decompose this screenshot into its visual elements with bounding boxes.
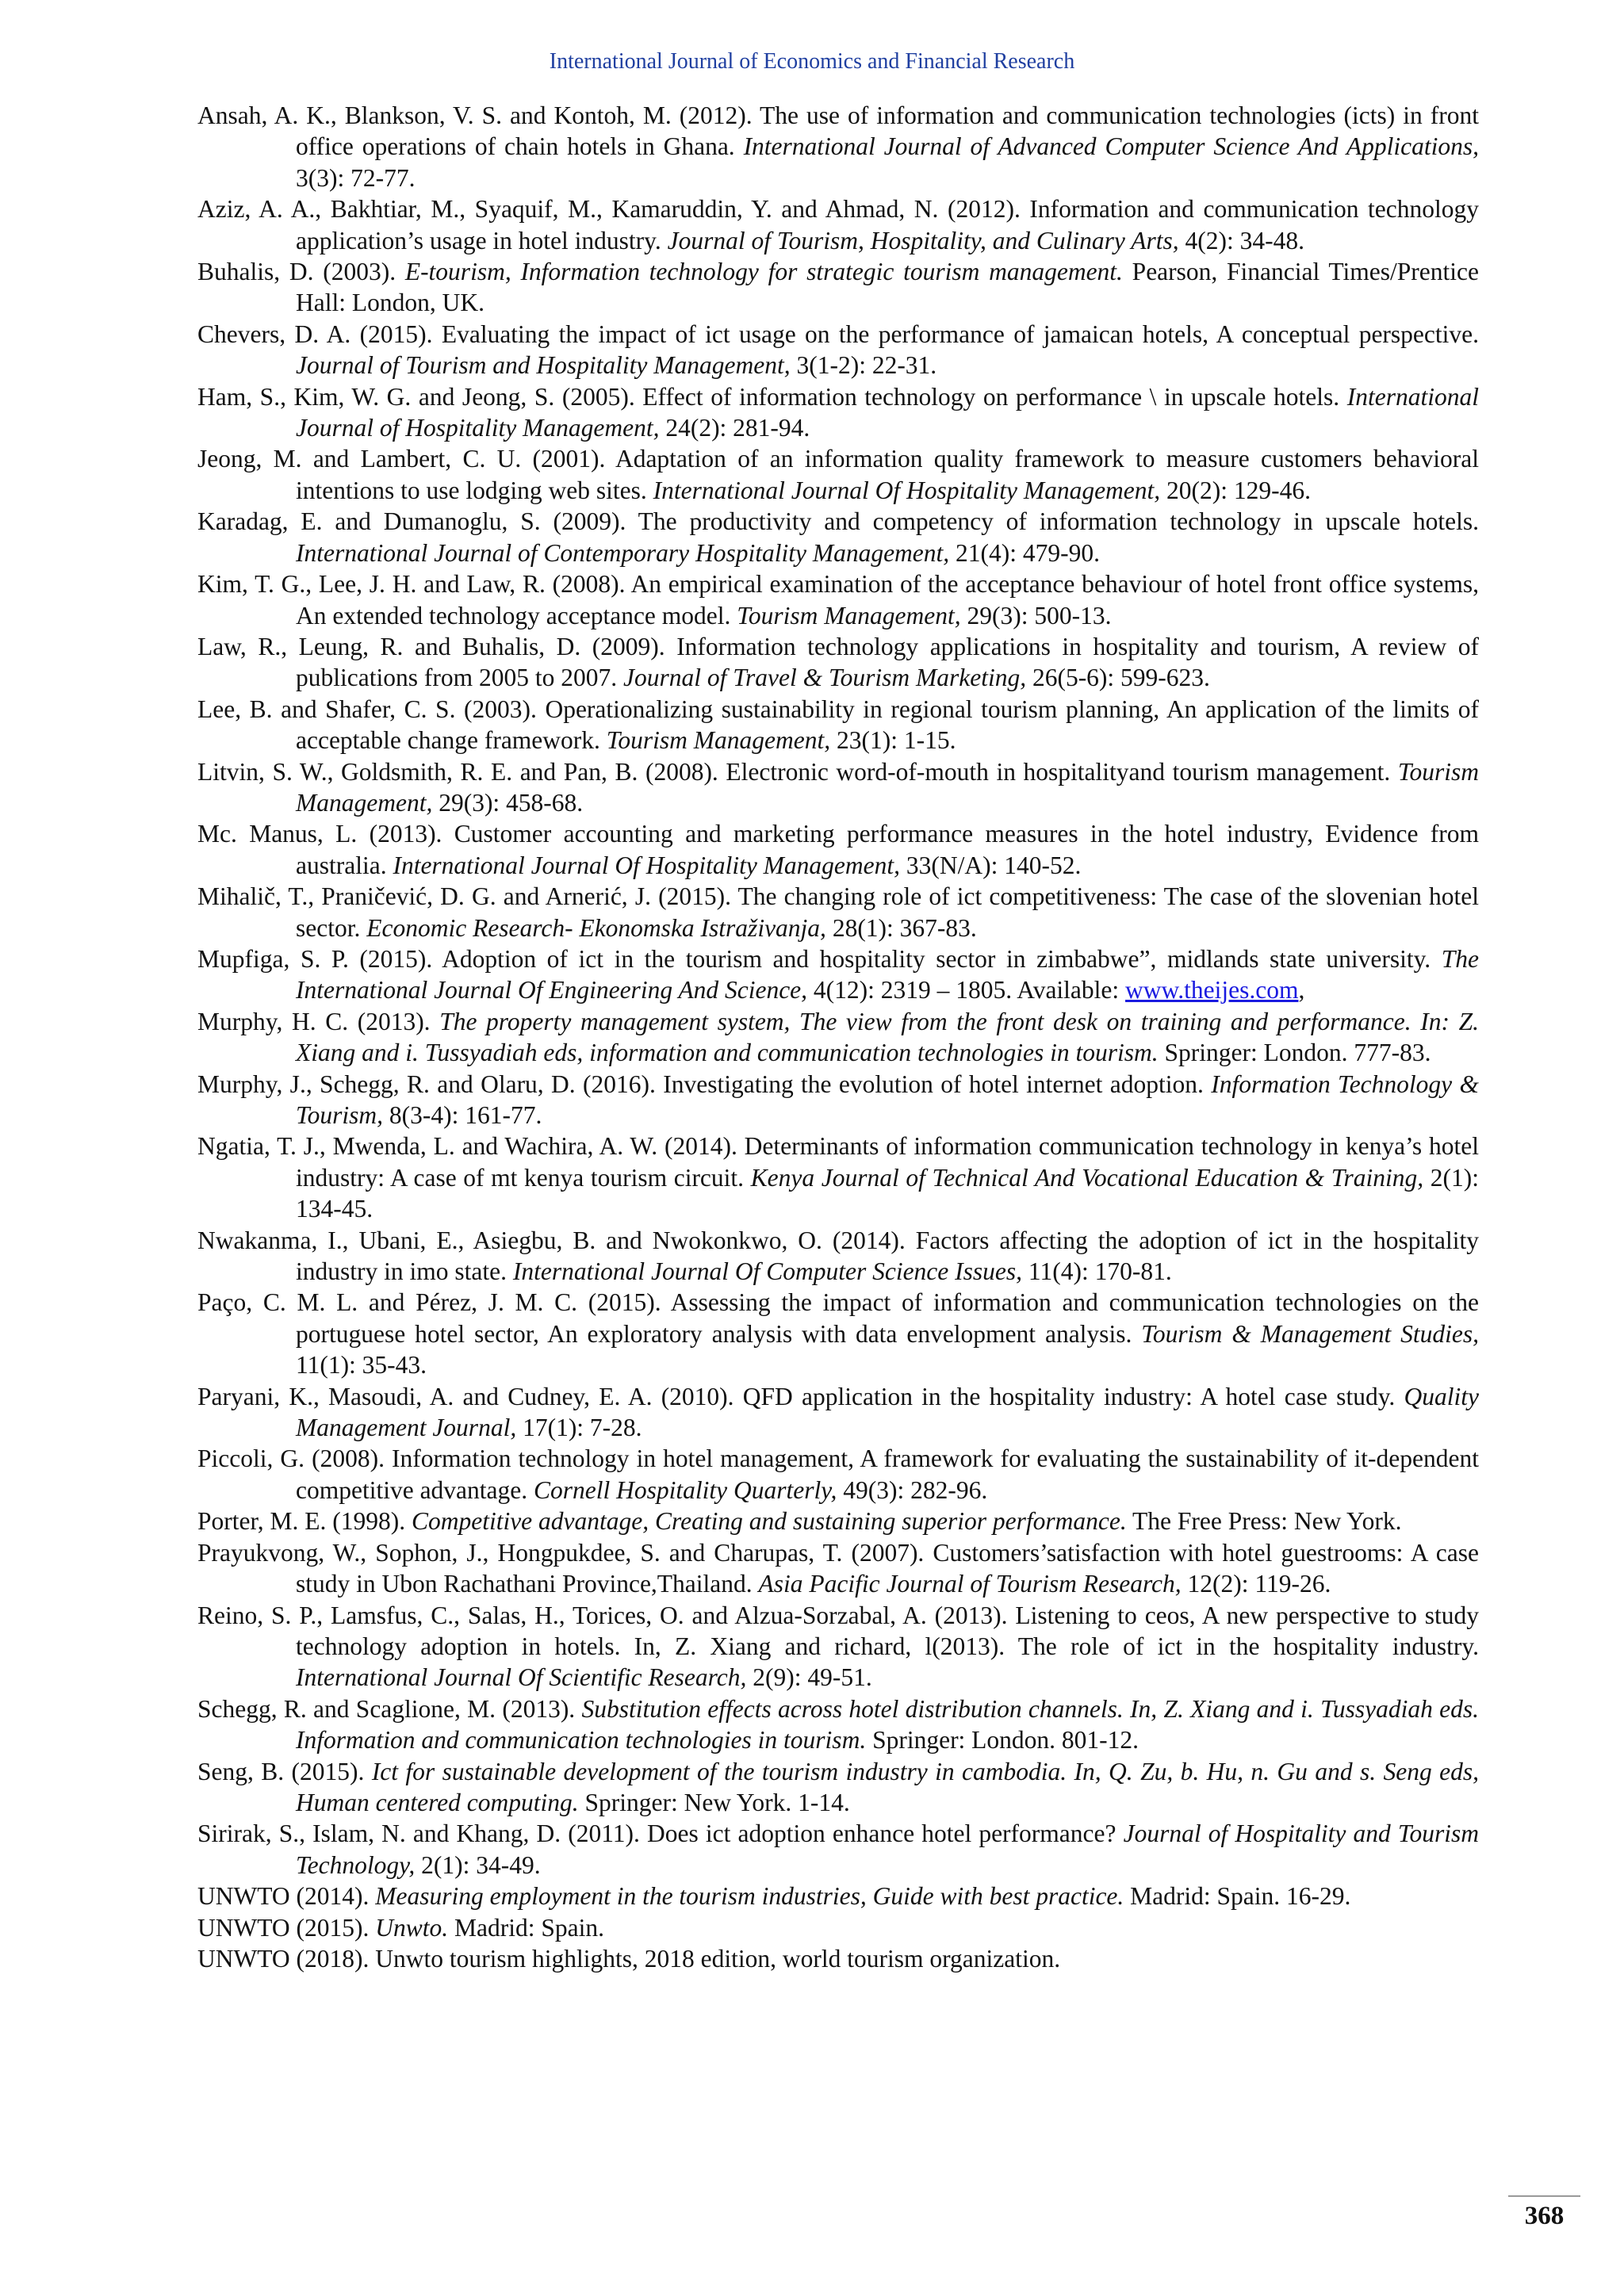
- reference-text: Madrid: Spain. 16-29.: [1124, 1882, 1351, 1911]
- reference-entry: [197, 818, 1479, 881]
- reference-text: Springer: New York. 1-14.: [578, 1788, 850, 1816]
- reference-entry: [197, 694, 1479, 756]
- reference-source-title: Competitive advantage, Creating and sustaining superior performance.: [411, 1507, 1127, 1536]
- reference-text: 2(1): 34-49.: [415, 1850, 541, 1879]
- reference-link[interactable]: www.theijes.com: [1125, 976, 1299, 1004]
- reference-text: Ham, S., Kim, W. G. and Jeong, S. (2005). Effect of information technology on performance \ in upscale hotels.: [197, 382, 1347, 411]
- reference-text: 29(3): 500-13.: [960, 601, 1112, 629]
- reference-source-title: Asia Pacific Journal of Tourism Research,: [758, 1570, 1182, 1598]
- reference-source-title: Quality Management Journal,: [296, 1382, 1479, 1442]
- reference-entry: [197, 1006, 1479, 1069]
- reference-source-title: International Journal of Contemporary Hospitality Management,: [296, 538, 950, 567]
- reference-entry: [197, 506, 1479, 568]
- reference-text: ,: [1298, 976, 1305, 1004]
- reference-source-title: The property management system, The view from the front desk on training and performance. In: Z. Xiang and i. Tussyadiah eds, information and communication technologies in tourism.: [296, 1007, 1479, 1067]
- reference-text: Litvin, S. W., Goldsmith, R. E. and Pan, B. (2008). Electronic word-of-mouth in hospitalityand tourism management.: [197, 757, 1398, 786]
- reference-source-title: Tourism Management,: [606, 726, 831, 755]
- reference-text: Reino, S. P., Lamsfus, C., Salas, H., Torices, O. and Alzua-Sorzabal, A. (2013). Listening to ceos, A new perspective to study technology adoption in hotels. In, Z. Xiang and richard, l(2013). The role of ict in the hospitality industry.: [197, 1601, 1479, 1660]
- reference-text: The Free Press: New York.: [1126, 1507, 1402, 1536]
- reference-entry: [197, 1537, 1479, 1600]
- reference-entry: [197, 100, 1479, 193]
- journal-header: International Journal of Economics and Financial Research: [549, 49, 1075, 74]
- reference-source-title: Cornell Hospitality Quarterly,: [534, 1475, 837, 1504]
- reference-source-title: Measuring employment in the tourism industries, Guide with best practice.: [375, 1882, 1124, 1911]
- reference-text: Murphy, J., Schegg, R. and Olaru, D. (2016). Investigating the evolution of hotel internet adoption.: [197, 1070, 1212, 1098]
- reference-text: UNWTO (2014).: [197, 1882, 376, 1911]
- reference-text: Jeong, M. and Lambert, C. U. (2001). Adaptation of an information quality framework to measure customers behavioral intentions to use lodging web sites.: [197, 445, 1479, 504]
- reference-text: 8(3-4): 161-77.: [383, 1101, 542, 1129]
- reference-source-title: International Journal Of Hospitality Management,: [393, 851, 901, 879]
- reference-text: Nwakanma, I., Ubani, E., Asiegbu, B. and Nwokonkwo, O. (2014). Factors affecting the adoption of ict in the hospitality industry in imo state.: [197, 1226, 1479, 1286]
- reference-source-title: Tourism Management,: [737, 601, 961, 629]
- reference-text: Mc. Manus, L. (2013). Customer accounting and marketing performance measures in the hotel industry, Evidence from australia.: [197, 820, 1479, 879]
- reference-entry: [197, 319, 1479, 381]
- reference-entry: [197, 1818, 1479, 1881]
- reference-text: Aziz, A. A., Bakhtiar, M., Syaquif, M., Kamaruddin, Y. and Ahmad, N. (2012). Information and communication technology application’s usage in hotel industry.: [197, 195, 1479, 254]
- reference-source-title: Unwto.: [375, 1913, 449, 1942]
- reference-source-title: E-tourism, Information technology for strategic tourism management.: [404, 258, 1123, 286]
- page-number: 368: [1524, 2202, 1565, 2230]
- reference-text: Murphy, H. C. (2013).: [197, 1007, 440, 1035]
- reference-entry: [197, 1069, 1479, 1131]
- reference-entry: [197, 943, 1479, 1006]
- reference-entry: [197, 568, 1479, 631]
- reference-entry: [197, 1912, 1479, 1943]
- reference-entry: [197, 1225, 1479, 1288]
- reference-text: Paryani, K., Masoudi, A. and Cudney, E. A. (2010). QFD application in the hospitality industry: A hotel case study.: [197, 1382, 1404, 1410]
- reference-text: 21(4): 479-90.: [949, 538, 1101, 567]
- reference-source-title: Economic Research- Ekonomska Istraživanja,: [366, 913, 826, 942]
- reference-source-title: International Journal of Hospitality Management,: [296, 382, 1479, 442]
- reference-entry: [197, 443, 1479, 506]
- reference-text: Karadag, E. and Dumanoglu, S. (2009). The productivity and competency of information technology in upscale hotels.: [197, 507, 1479, 536]
- reference-text: Chevers, D. A. (2015). Evaluating the impact of ict usage on the performance of jamaican hotels, A conceptual perspective.: [197, 320, 1479, 348]
- reference-text: Schegg, R. and Scaglione, M. (2013).: [197, 1694, 582, 1723]
- reference-entry: [197, 256, 1479, 319]
- reference-source-title: Information Technology & Tourism,: [296, 1070, 1479, 1129]
- reference-text: Ngatia, T. J., Mwenda, L. and Wachira, A. W. (2014). Determinants of information communication technology in kenya’s hotel industry: A case of mt kenya tourism circuit.: [197, 1132, 1479, 1192]
- reference-entry: [197, 1287, 1479, 1380]
- reference-source-title: Ict for sustainable development of the tourism industry in cambodia. In, Q. Zu, b. Hu, n. Gu and s. Seng eds, Human centered computing.: [296, 1757, 1479, 1816]
- reference-list: [197, 100, 1479, 1974]
- reference-source-title: Tourism Management,: [296, 757, 1479, 817]
- reference-entry: [197, 1131, 1479, 1224]
- reference-entry: [197, 1693, 1479, 1756]
- reference-source-title: Tourism & Management Studies,: [1141, 1319, 1480, 1348]
- reference-source-title: International Journal Of Scientific Research,: [296, 1663, 747, 1692]
- reference-entry: [197, 1756, 1479, 1819]
- reference-source-title: Journal of Hospitality and Tourism Technology,: [296, 1820, 1480, 1879]
- reference-text: Sirirak, S., Islam, N. and Khang, D. (2011). Does ict adoption enhance hotel performance?: [197, 1820, 1124, 1848]
- reference-source-title: The International Journal Of Engineering And Science,: [296, 944, 1479, 1004]
- reference-source-title: International Journal Of Computer Science Issues,: [512, 1257, 1023, 1286]
- reference-text: Piccoli, G. (2008). Information technology in hotel management, A framework for evaluating the sustainability of it-dependent competitive advantage.: [197, 1445, 1479, 1504]
- reference-entry: [197, 381, 1479, 444]
- reference-source-title: Substitution effects across hotel distribution channels. In, Z. Xiang and i. Tussyadiah eds. Information and communication technologies in tourism.: [296, 1694, 1479, 1755]
- reference-text: Buhalis, D. (2003).: [197, 258, 405, 286]
- reference-entry: [197, 756, 1479, 819]
- reference-source-title: Journal of Tourism, Hospitality, and Culinary Arts,: [667, 226, 1179, 254]
- reference-entry: [197, 1506, 1479, 1536]
- reference-source-title: Journal of Tourism and Hospitality Management,: [296, 351, 791, 380]
- reference-text: 3(3): 72-77.: [296, 163, 416, 192]
- reference-text: Mihalič, T., Praničević, D. G. and Arnerić, J. (2015). The changing role of ict competitiveness: The case of the slovenian hotel sector.: [197, 882, 1479, 942]
- reference-text: 20(2): 129-46.: [1160, 476, 1312, 504]
- reference-text: Pearson, Financial Times/Prentice Hall: London, UK.: [296, 258, 1479, 317]
- reference-text: Seng, B. (2015).: [197, 1757, 372, 1785]
- reference-text: Paço, C. M. L. and Pérez, J. M. C. (2015). Assessing the impact of information and communication technologies on the portuguese hotel sector, An exploratory analysis with data envelopment analysis.: [197, 1288, 1479, 1348]
- reference-text: Law, R., Leung, R. and Buhalis, D. (2009). Information technology applications in hospitality and tourism, A review of publications from 2005 to 2007.: [197, 632, 1479, 692]
- reference-text: 26(5-6): 599-623.: [1026, 664, 1210, 692]
- footer-divider: [1508, 2195, 1580, 2197]
- reference-text: 17(1): 7-28.: [516, 1414, 642, 1442]
- reference-entry: [197, 631, 1479, 694]
- reference-entry: [197, 881, 1479, 943]
- reference-entry: [197, 1881, 1479, 1911]
- reference-text: 28(1): 367-83.: [825, 913, 977, 942]
- reference-text: Springer: London. 801-12.: [866, 1726, 1139, 1755]
- reference-source-title: Journal of Travel & Tourism Marketing,: [622, 664, 1027, 692]
- reference-text: 4(12): 2319 – 1805. Available:: [807, 976, 1126, 1004]
- reference-text: Kim, T. G., Lee, J. H. and Law, R. (2008). An empirical examination of the acceptance behaviour of hotel front office systems, An extended technology acceptance model.: [197, 570, 1479, 629]
- reference-source-title: Kenya Journal of Technical And Vocational Education & Training,: [750, 1163, 1424, 1192]
- reference-text: 11(4): 170-81.: [1022, 1257, 1172, 1286]
- reference-entry: [197, 1381, 1479, 1444]
- reference-text: 24(2): 281-94.: [659, 414, 810, 442]
- reference-text: Ansah, A. K., Blankson, V. S. and Kontoh, M. (2012). The use of information and communication technologies (icts) in front office operations of chain hotels in Ghana.: [197, 101, 1479, 161]
- reference-entry: [197, 1600, 1479, 1693]
- reference-text: Springer: London. 777-83.: [1158, 1039, 1431, 1067]
- reference-entry: [197, 1443, 1479, 1506]
- reference-text: Prayukvong, W., Sophon, J., Hongpukdee, S. and Charupas, T. (2007). Customers’satisfaction with hotel guestrooms: A case study in Ubon Rachathani Province,Thailand.: [197, 1538, 1479, 1598]
- reference-source-title: International Journal Of Hospitality Management,: [653, 476, 1161, 504]
- reference-text: Porter, M. E. (1998).: [197, 1507, 412, 1536]
- reference-text: 23(1): 1-15.: [830, 726, 956, 755]
- reference-text: 12(2): 119-26.: [1181, 1570, 1331, 1598]
- reference-text: UNWTO (2015).: [197, 1913, 376, 1942]
- reference-entry: [197, 193, 1479, 256]
- reference-text: Lee, B. and Shafer, C. S. (2003). Operationalizing sustainability in regional tourism planning, An application of the limits of acceptable change framework.: [197, 695, 1479, 755]
- reference-text: UNWTO (2018). Unwto tourism highlights, 2018 edition, world tourism organization.: [197, 1944, 1061, 1973]
- reference-entry: [197, 1943, 1479, 1974]
- reference-text: Madrid: Spain.: [448, 1913, 605, 1942]
- reference-text: Mupfiga, S. P. (2015). Adoption of ict in the tourism and hospitality sector in zimbabwe”, midlands state university.: [197, 944, 1442, 973]
- reference-text: 33(N/A): 140-52.: [900, 851, 1082, 879]
- reference-source-title: International Journal of Advanced Computer Science And Applications,: [743, 132, 1479, 161]
- reference-text: 2(1): 134-45.: [296, 1163, 1479, 1223]
- reference-text: 29(3): 458-68.: [432, 788, 584, 817]
- reference-text: 3(1-2): 22-31.: [790, 351, 937, 380]
- reference-text: 2(9): 49-51.: [746, 1663, 872, 1692]
- reference-text: 11(1): 35-43.: [296, 1351, 427, 1380]
- reference-text: 49(3): 282-96.: [837, 1475, 988, 1504]
- reference-text: 4(2): 34-48.: [1178, 226, 1304, 254]
